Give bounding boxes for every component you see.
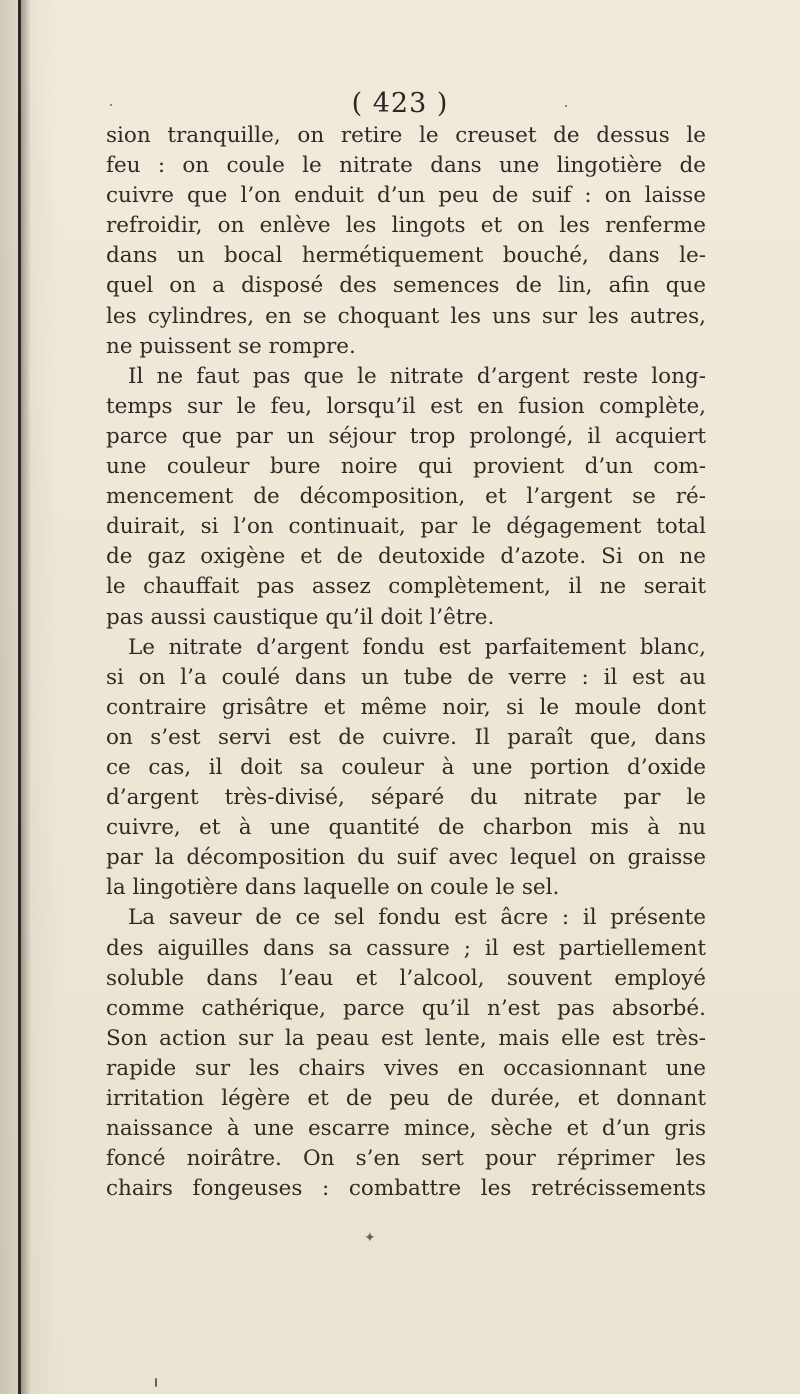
text-line: la lingotière dans laquelle on coule le sel.	[106, 875, 560, 901]
paper-speck	[565, 105, 567, 107]
text-line: Il ne faut pas que le nitrate d’argent reste long-	[128, 363, 706, 389]
text-line: d’argent très-divisé, séparé du nitrate par le	[106, 785, 706, 811]
text-line: le chauffait pas assez complètement, il ne serait	[106, 574, 706, 600]
text-line: ne puissent se rompre.	[106, 333, 356, 359]
text-line: refroidir, on enlève les lingots et on les renferme	[106, 213, 706, 239]
text-line: on s’est servi est de cuivre. Il paraît que, dans	[106, 724, 706, 750]
text-line: des aiguilles dans sa cassure ; il est partiellement	[106, 935, 706, 961]
text-line: cuivre, et à une quantité de charbon mis à nu	[106, 815, 706, 841]
text-line: soluble dans l’eau et l’alcool, souvent employé	[106, 965, 706, 991]
body-text	[106, 121, 706, 1204]
text-line: mencement de décomposition, et l’argent se ré-	[106, 484, 706, 510]
text-line: foncé noirâtre. On s’en sert pour réprimer les	[106, 1146, 706, 1172]
text-line: Son action sur la peau est lente, mais elle est très-	[106, 1025, 706, 1051]
text-line: sion tranquille, on retire le creuset de dessus le	[106, 123, 706, 148]
text-line: une couleur bure noire qui provient d’un com-	[106, 454, 706, 480]
paper-speck	[155, 1378, 157, 1387]
text-line: de gaz oxigène et de deutoxide d’azote. Si on ne	[106, 544, 706, 570]
text-line: naissance à une escarre mince, sèche et d’un gris	[106, 1116, 706, 1142]
text-line: parce que par un séjour trop prolongé, il acquiert	[106, 423, 706, 449]
text-line: quel on a disposé des semences de lin, afin que	[106, 273, 706, 299]
text-line: dans un bocal hermétiquement bouché, dans le-	[106, 243, 706, 269]
text-line: pas aussi caustique qu’il doit l’être.	[106, 604, 495, 630]
binding-shadow	[21, 0, 31, 1394]
text-line: La saveur de ce sel fondu est âcre : il présente	[128, 905, 706, 931]
text-line: contraire grisâtre et même noir, si le moule dont	[106, 694, 706, 720]
text-line: chairs fongeuses : combattre les retrécissements	[106, 1176, 706, 1202]
paper-speck	[110, 104, 112, 106]
text-line: si on l’a coulé dans un tube de verre : il est au	[106, 664, 706, 690]
text-line: rapide sur les chairs vives en occasionnant une	[106, 1055, 706, 1081]
text-line: duirait, si l’on continuait, par le dégagement total	[106, 514, 706, 540]
text-line: Le nitrate d’argent fondu est parfaitement blanc,	[128, 634, 706, 660]
page-number: ( 423 )	[351, 88, 449, 119]
text-line: irritation légère et de peu de durée, et donnant	[106, 1086, 706, 1111]
footer-mark: ✦	[364, 1230, 376, 1246]
text-line: temps sur le feu, lorsqu’il est en fusion complète,	[106, 393, 706, 419]
text-line: ce cas, il doit sa couleur à une portion d’oxide	[106, 754, 706, 780]
text-line: cuivre que l’on enduit d’un peu de suif : on laisse	[106, 183, 706, 209]
text-line: comme cathérique, parce qu’il n’est pas absorbé.	[106, 995, 706, 1021]
text-line: par la décomposition du suif avec lequel on graisse	[106, 845, 706, 871]
text-line: les cylindres, en se choquant les uns sur les autres,	[106, 303, 706, 329]
text-line: feu : on coule le nitrate dans une lingotière de	[106, 153, 706, 179]
